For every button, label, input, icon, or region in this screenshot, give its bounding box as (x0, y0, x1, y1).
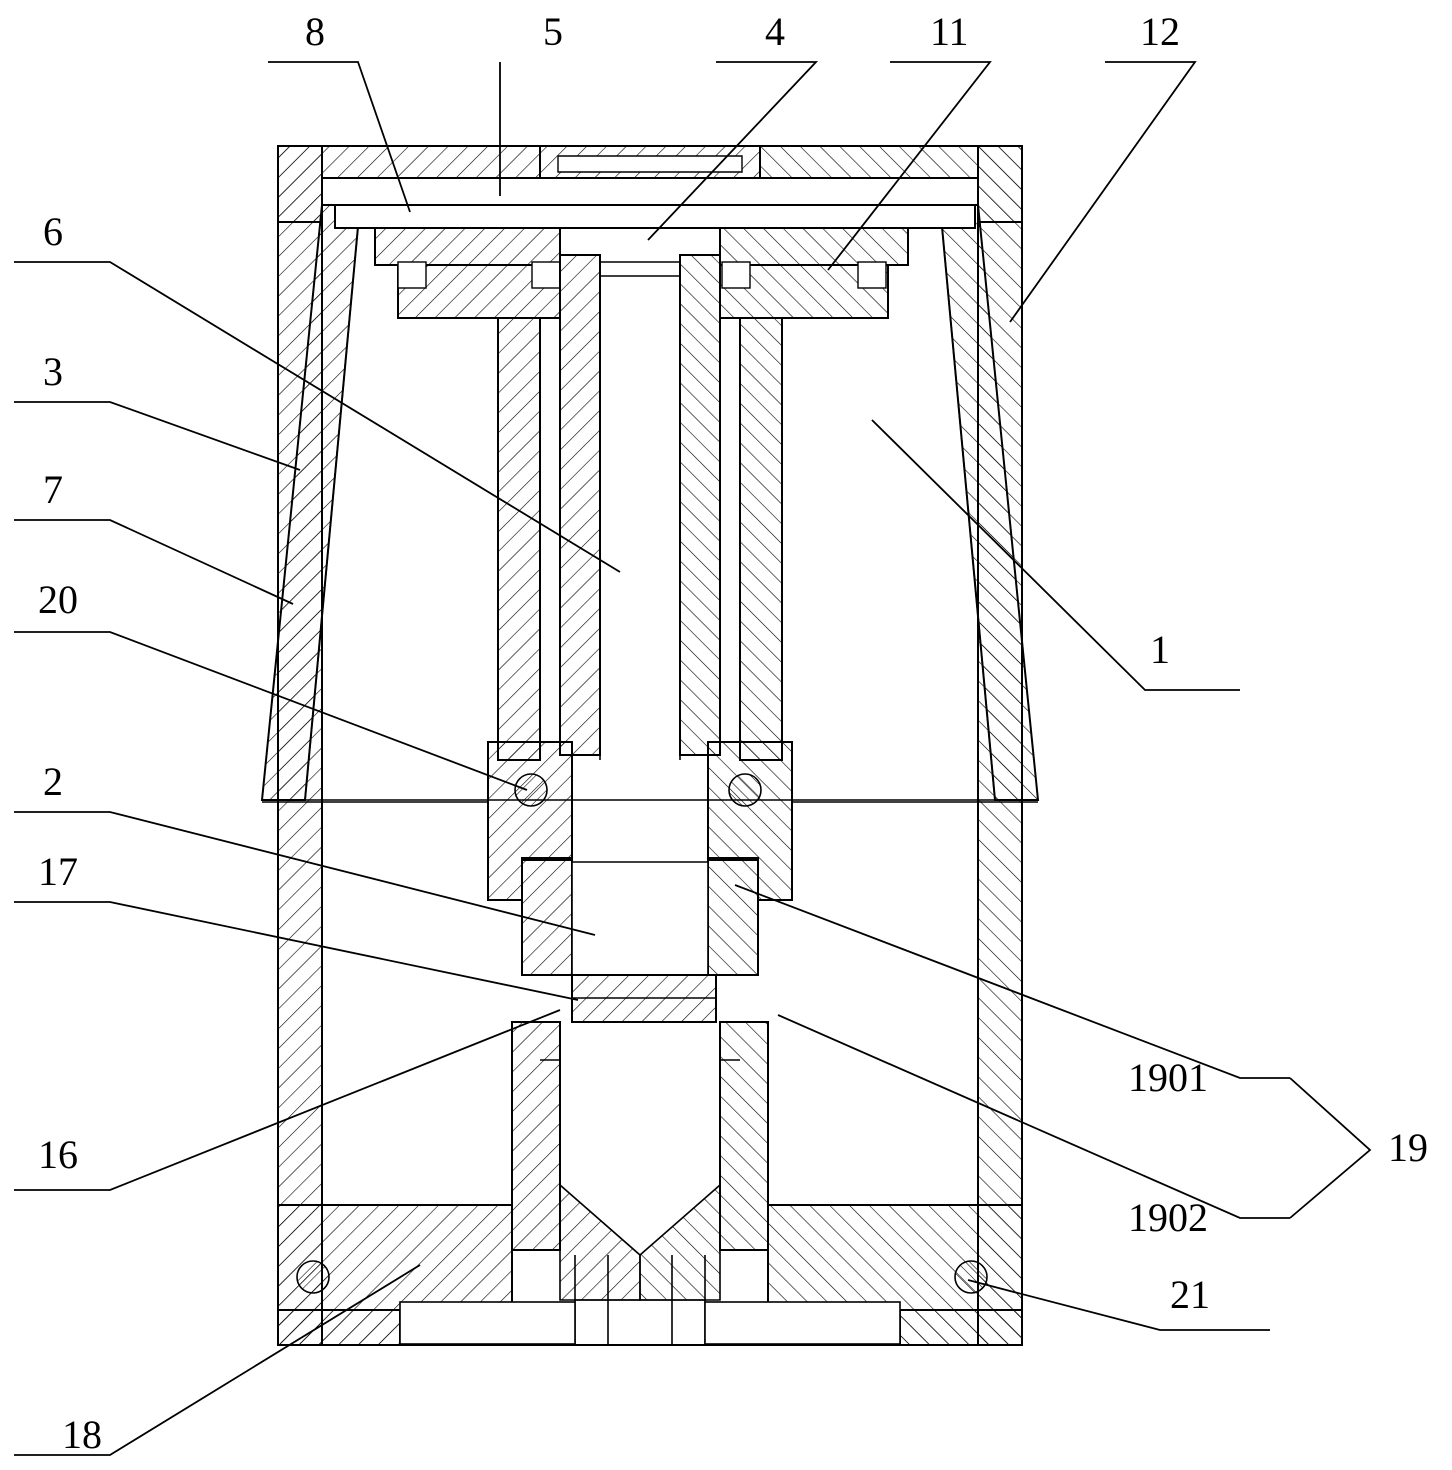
callout-label-1901: 1901 (1128, 1055, 1208, 1100)
callout-label-11: 11 (930, 9, 969, 54)
callout-label-1: 1 (1150, 627, 1170, 672)
callout-label-1902: 1902 (1128, 1195, 1208, 1240)
callout-label-12: 12 (1140, 9, 1180, 54)
callout-label-18: 18 (62, 1412, 102, 1457)
callout-label-5: 5 (543, 9, 563, 54)
callout-label-3: 3 (43, 349, 63, 394)
callout-label-21: 21 (1170, 1272, 1210, 1317)
callout-label-7: 7 (43, 467, 63, 512)
mid-sleeve (498, 318, 782, 760)
inner-tapered-sleeve (262, 205, 1038, 800)
callout-label-4: 4 (765, 9, 785, 54)
callout-label-17: 17 (38, 849, 78, 894)
outer-shell-section (278, 146, 1022, 1345)
callout-label-20: 20 (38, 577, 78, 622)
callout-label-19: 19 (1388, 1125, 1428, 1170)
callout-label-6: 6 (43, 209, 63, 254)
valve-body (512, 858, 768, 1345)
callout-label-2: 2 (43, 759, 63, 804)
callout-label-16: 16 (38, 1132, 78, 1177)
central-stem (560, 255, 720, 760)
callout-label-8: 8 (305, 9, 325, 54)
